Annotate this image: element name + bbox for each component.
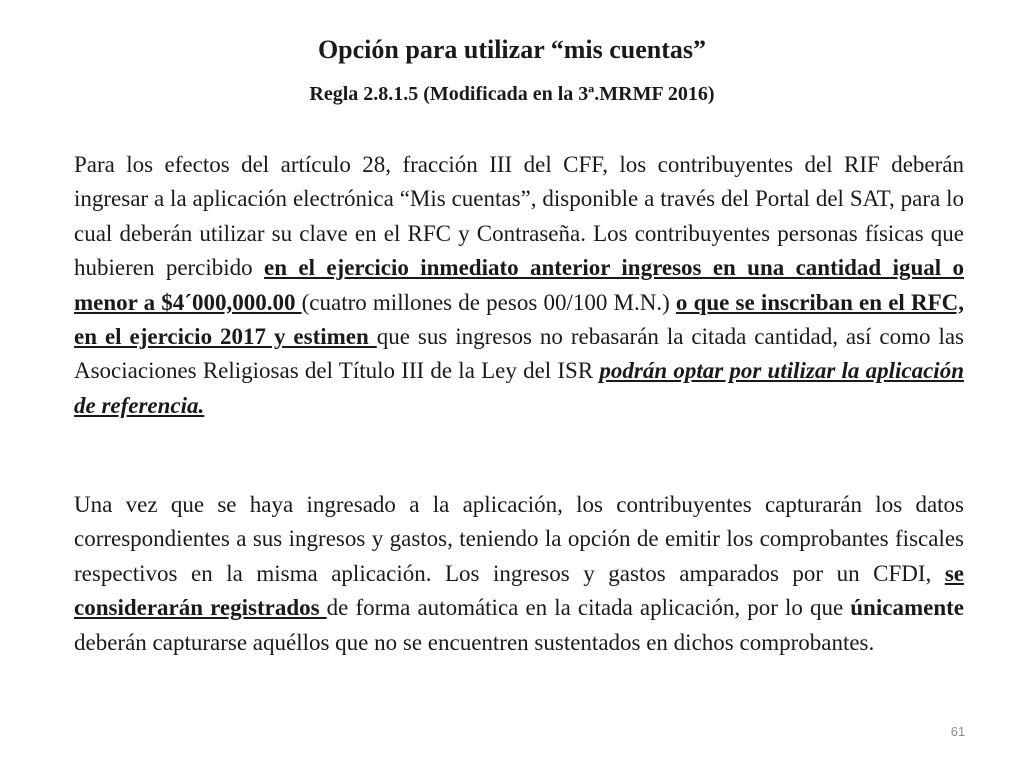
- underlined-option-statement: podrán optar por utilizar la aplicación de referencia.: [74, 358, 964, 418]
- underlined-new-registrants: o que se inscriban en el RFC, en el ejercicio 2017 y estimen: [74, 289, 964, 350]
- text-segment: (cuatro millones de pesos 00/100 M.N.): [301, 289, 676, 315]
- bold-emphasis: únicamente: [850, 595, 964, 621]
- paragraph-application-usage: [74, 488, 964, 660]
- text-segment: de forma automática en la citada aplicación, por lo que: [326, 595, 851, 621]
- paragraph-rule-text: [74, 148, 964, 423]
- text-segment: que sus ingresos no rebasarán la citada cantidad, así como las Asociaciones Religiosas del Título III de la Ley del ISR: [74, 324, 964, 384]
- slide-subtitle: Regla 2.8.1.5 (Modificada en la 3ª.MRMF 2016): [309, 83, 715, 105]
- text-segment: deberán capturarse aquéllos que no se encuentren sustentados en dichos comprobantes.: [74, 629, 875, 655]
- underlined-income-threshold: en el ejercicio inmediato anterior ingresos en una cantidad igual o menor a $4´000,000.00: [74, 255, 964, 315]
- text-segment: Para los efectos del artículo 28, fracción III del CFF, los contribuyentes del RIF deberán ingresar a la aplicación electrónica “Mis cuentas”, disponible a través del Portal del SAT, para lo cual deberán utilizar su clave en el RFC y Contraseña. Los contribuyentes personas físicas que hubieren percibido: [74, 152, 964, 281]
- underlined-registered-note: se considerarán registrados: [74, 560, 964, 621]
- page-number: 61: [950, 724, 966, 739]
- slide-title: Opción para utilizar “mis cuentas”: [317, 35, 707, 64]
- text-segment: Una vez que se haya ingresado a la aplicación, los contribuyentes capturarán los datos correspondientes a sus ingresos y gastos, teniendo la opción de emitir los comprobantes fiscales respectivos en la misma aplicación. Los ingresos y gastos amparados por un CFDI,: [74, 492, 964, 586]
